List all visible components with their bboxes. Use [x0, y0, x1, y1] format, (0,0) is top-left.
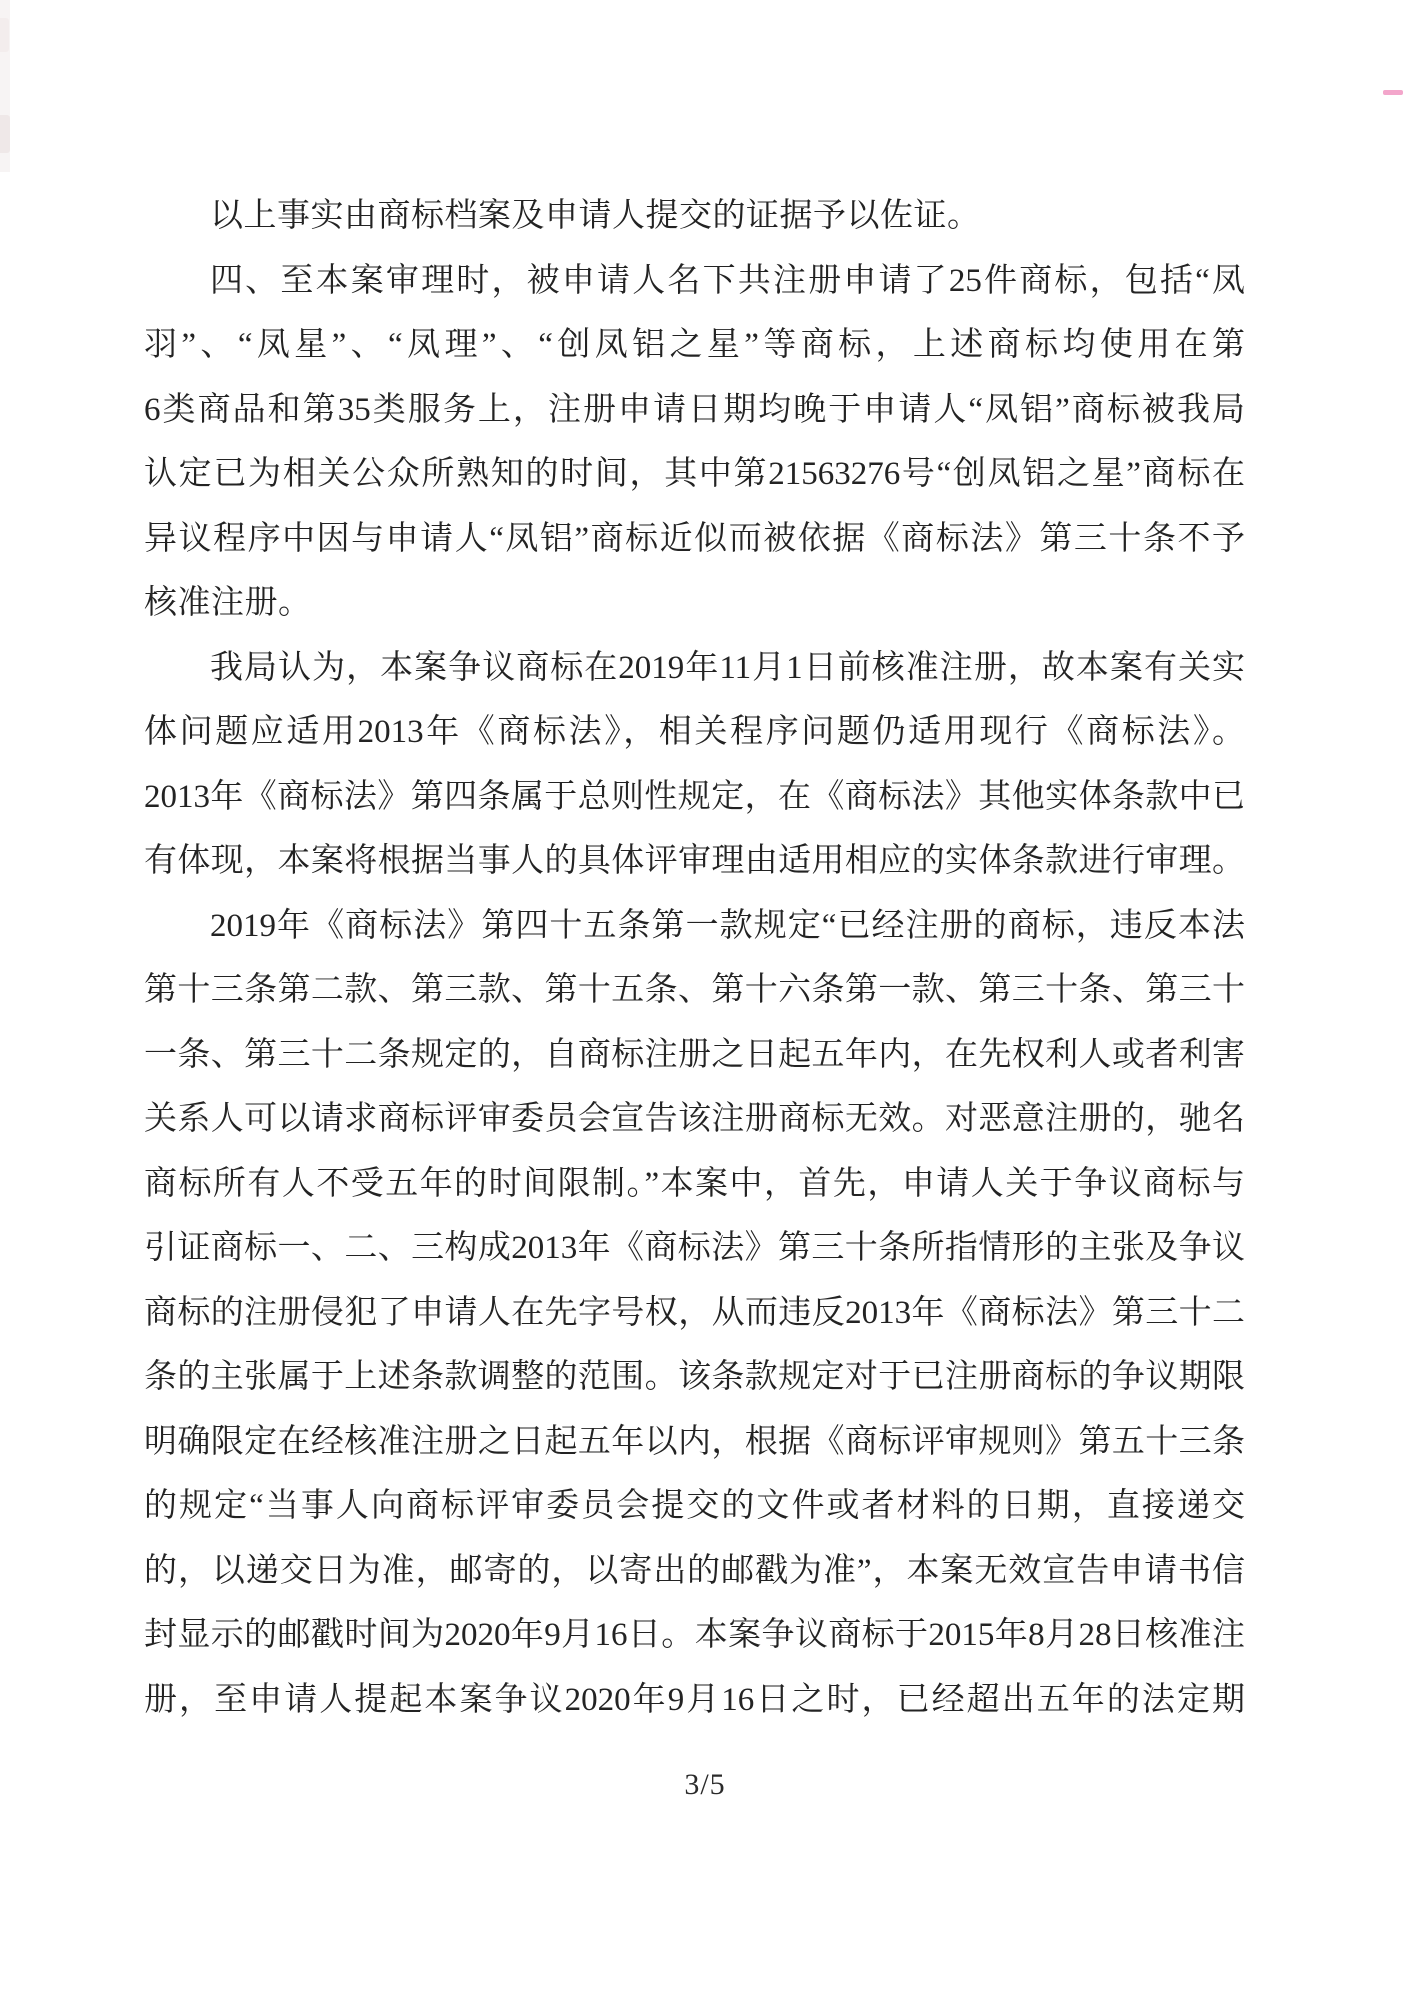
text-line: 体问题应适用2013年《商标法》，相关程序问题仍适用现行《商标法》。	[144, 714, 1245, 750]
text-line: 羽”、“凤星”、“凤理”、“创凤铝之星”等商标，上述商标均使用在第	[144, 327, 1245, 363]
text-line: 异议程序中因与申请人“凤铝”商标近似而被依据《商标法》第三十条不予	[144, 520, 1245, 557]
text-line: 的规定“当事人向商标评审委员会提交的文件或者材料的日期，直接递交	[144, 1488, 1245, 1524]
text-line: 册，至申请人提起本案争议2020年9月16日之时，已经超出五年的法定期	[144, 1681, 1245, 1718]
text-line: 条的主张属于上述条款调整的范围。该条款规定对于已注册商标的争议期限	[144, 1359, 1245, 1395]
text-line: 认定已为相关公众所熟知的时间，其中第21563276号“创凤铝之星”商标在	[144, 456, 1245, 492]
text-line: 封显示的邮戳时间为2020年9月16日。本案争议商标于2015年8月28日核准注	[144, 1617, 1245, 1653]
text-line: 一条、第三十二条规定的，自商标注册之日起五年内，在先权利人或者利害	[144, 1036, 1245, 1073]
text-line: 关系人可以请求商标评审委员会宣告该注册商标无效。对恶意注册的，驰名	[144, 1101, 1245, 1137]
text-line: 的，以递交日为准，邮寄的，以寄出的邮戳为准”，本案无效宣告申请书信	[144, 1552, 1245, 1589]
text-line: 有体现，本案将根据当事人的具体评审理由适用相应的实体条款进行审理。	[144, 843, 1245, 879]
scan-edge-smudge	[0, 18, 9, 52]
text-line: 四、至本案审理时，被申请人名下共注册申请了25件商标，包括“凤	[210, 262, 1245, 299]
pink-highlight-mark	[1383, 90, 1403, 95]
page-number: 3/5	[684, 1768, 726, 1801]
text-line: 商标的注册侵犯了申请人在先字号权，从而违反2013年《商标法》第三十二	[144, 1294, 1245, 1331]
text-line: 明确限定在经核准注册之日起五年以内，根据《商标评审规则》第五十三条	[144, 1423, 1245, 1460]
text-line: 我局认为，本案争议商标在2019年11月1日前核准注册，故本案有关实	[210, 649, 1245, 686]
text-line: 2019年《商标法》第四十五条第一款规定“已经注册的商标，违反本法	[210, 907, 1245, 944]
text-line: 6类商品和第35类服务上，注册申请日期均晚于申请人“凤铝”商标被我局	[144, 391, 1245, 428]
text-line: 引证商标一、二、三构成2013年《商标法》第三十条所指情形的主张及争议	[144, 1230, 1245, 1266]
text-line: 第十三条第二款、第三款、第十五条、第十六条第一款、第三十条、第三十	[144, 972, 1245, 1008]
text-line: 核准注册。	[144, 585, 312, 621]
document-body	[144, 184, 1245, 1732]
text-line: 商标所有人不受五年的时间限制。”本案中，首先，申请人关于争议商标与	[144, 1165, 1245, 1202]
text-line: 2013年《商标法》第四条属于总则性规定，在《商标法》其他实体条款中已	[144, 778, 1245, 815]
scan-edge-smudge	[0, 115, 10, 153]
text-line: 以上事实由商标档案及申请人提交的证据予以佐证。	[210, 198, 981, 234]
